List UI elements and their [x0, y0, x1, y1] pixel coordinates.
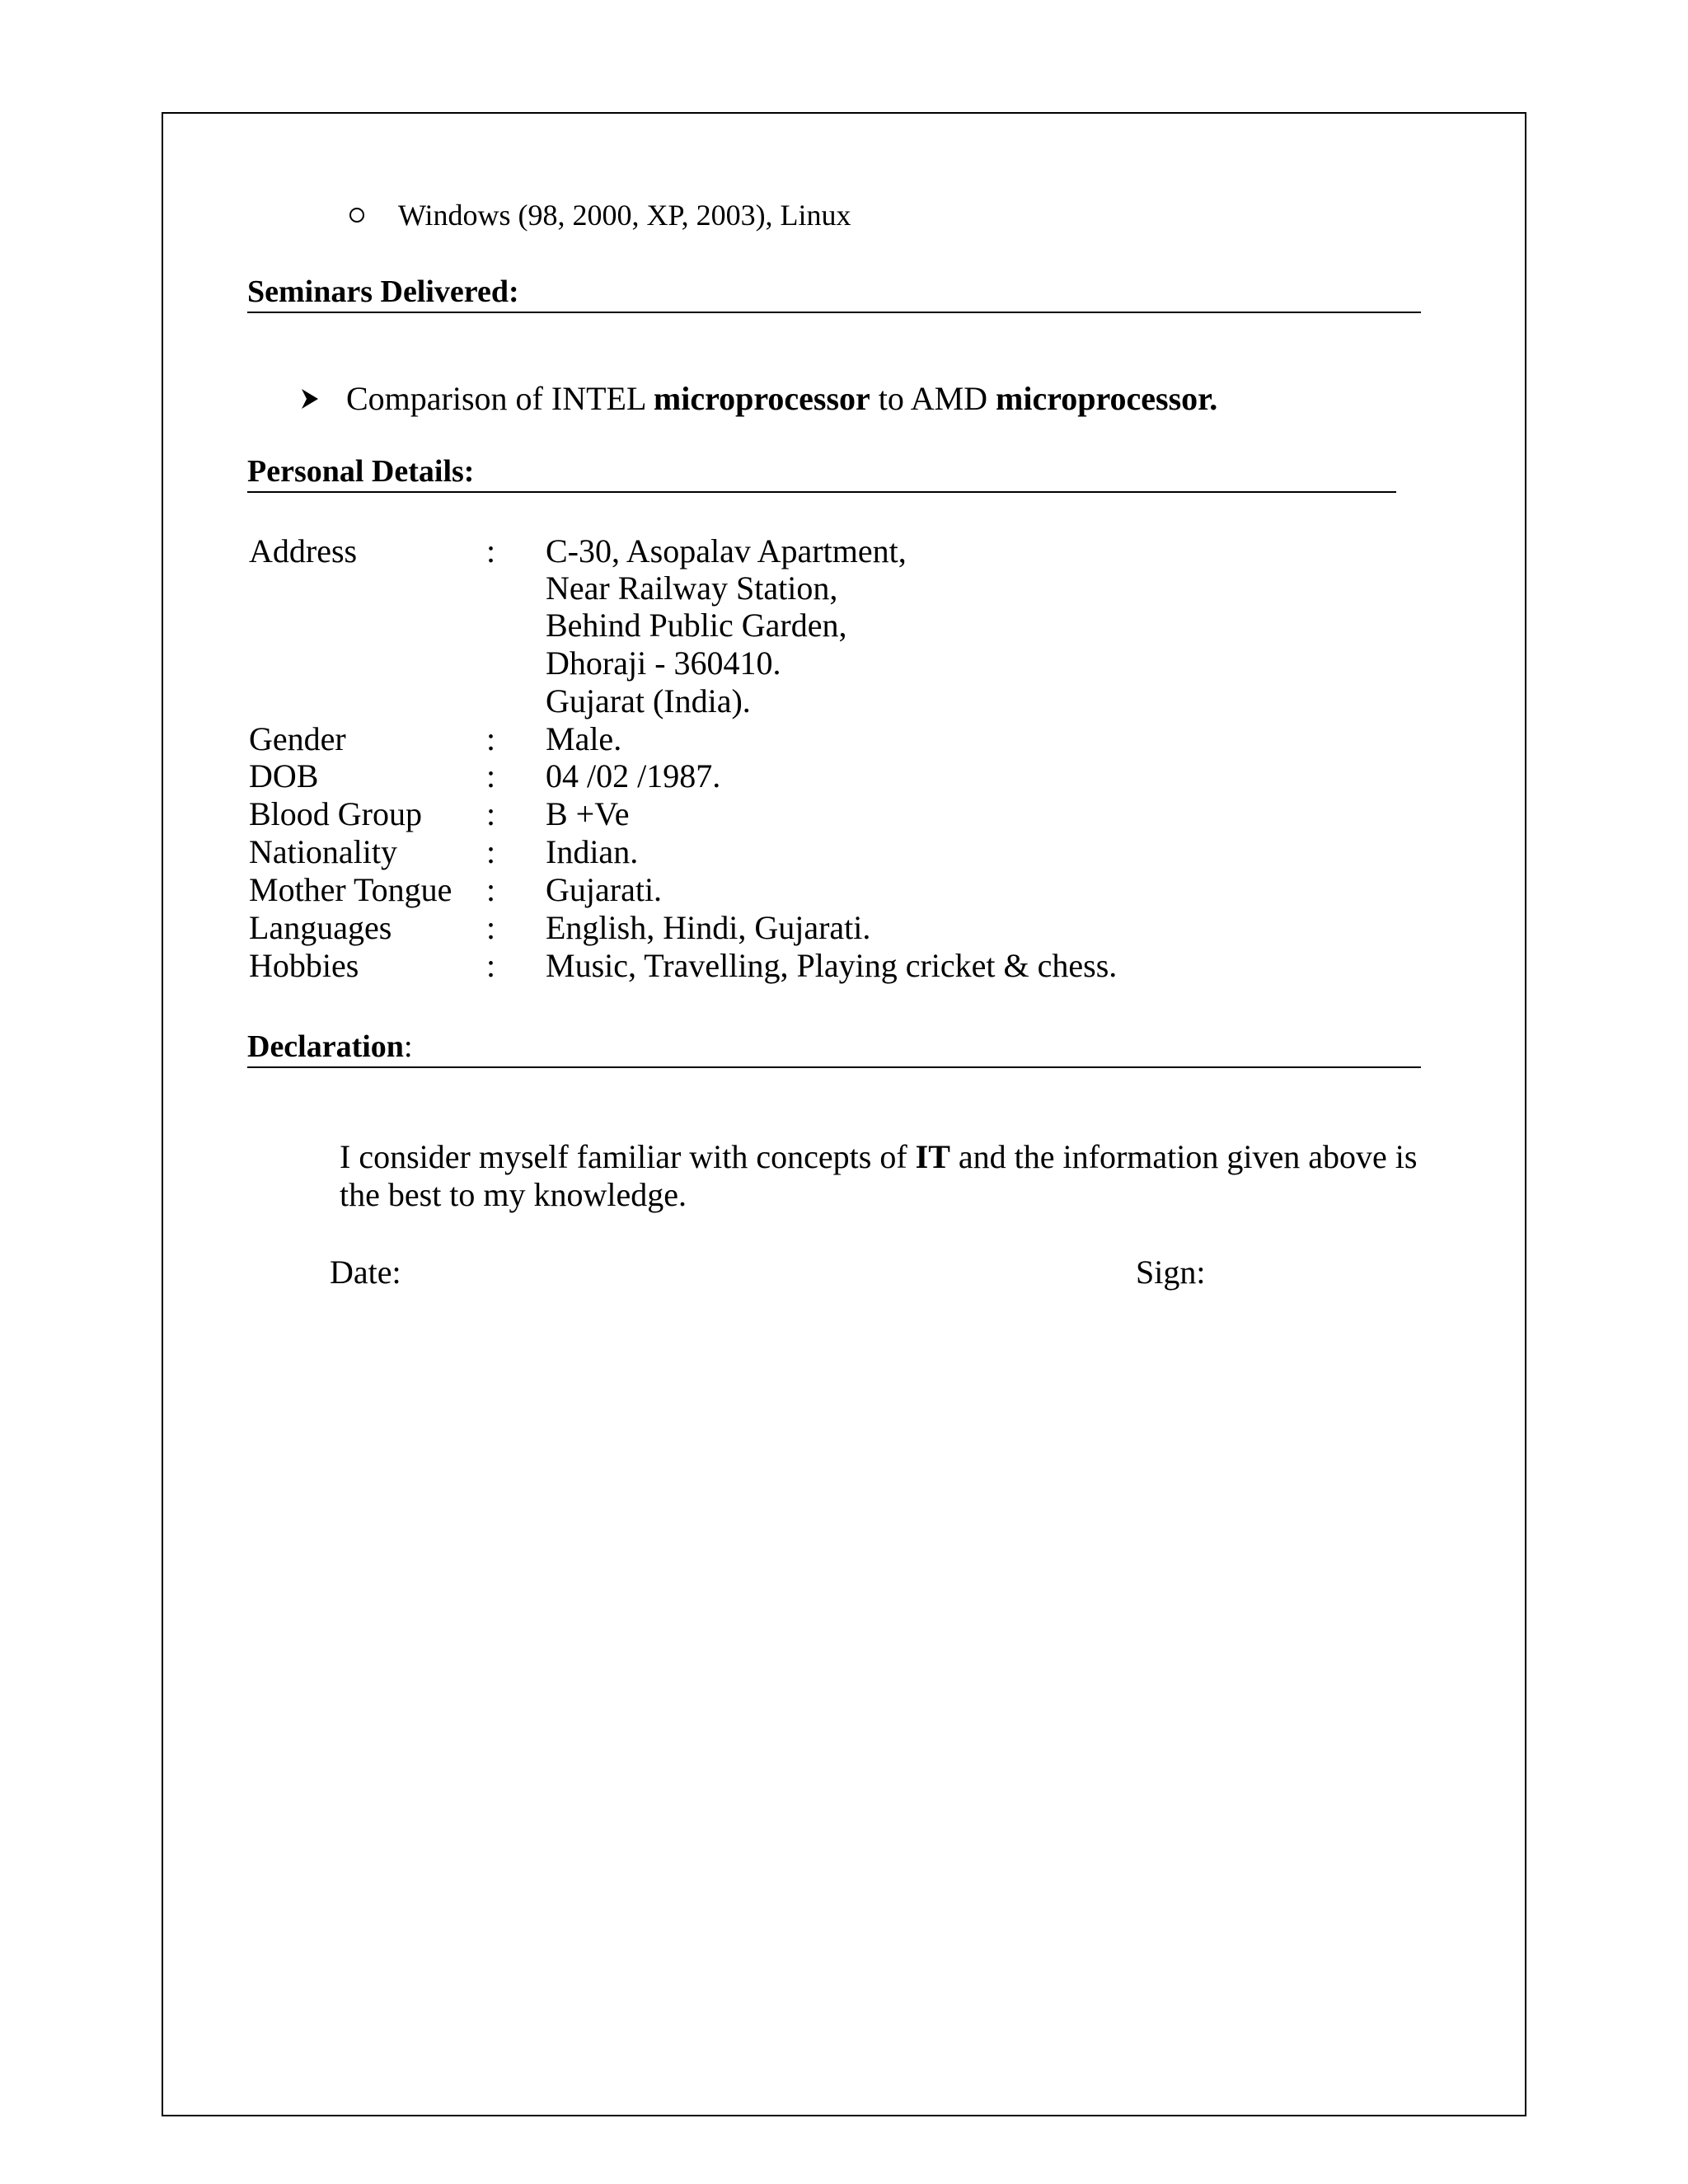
seminar-item-prefix: Comparison of INTEL — [346, 380, 654, 417]
detail-colon: : — [486, 720, 496, 757]
declaration-line-1-suffix: and the information given above is — [950, 1138, 1418, 1175]
detail-colon: : — [486, 833, 496, 870]
seminars-rule — [247, 312, 1421, 313]
declaration-line-2: the best to my knowledge. — [340, 1176, 687, 1213]
seminar-item-bold1: microprocessor — [653, 380, 870, 417]
declaration-heading-colon: : — [403, 1029, 413, 1064]
address-line: Dhoraji - 360410. — [546, 644, 781, 682]
detail-label-dob: DOB — [249, 757, 319, 794]
detail-value-dob: 04 /02 /1987. — [546, 757, 721, 794]
personal-details-heading: Personal Details: — [247, 454, 475, 489]
detail-value-languages: English, Hindi, Gujarati. — [546, 909, 871, 946]
address-line: Gujarat (India). — [546, 682, 751, 719]
sign-label: Sign: — [1136, 1254, 1206, 1291]
detail-colon: : — [486, 795, 496, 832]
declaration-rule — [247, 1066, 1421, 1068]
declaration-line-1-prefix: I consider myself familiar with concepts of — [340, 1138, 916, 1175]
declaration-line-1-bold: IT — [915, 1138, 950, 1175]
detail-value-hobbies: Music, Travelling, Playing cricket & chess. — [546, 947, 1118, 984]
detail-value-blood-group: B +Ve — [546, 795, 630, 832]
address-line: Behind Public Garden, — [546, 607, 847, 644]
declaration-line-1 — [340, 1137, 1417, 1176]
detail-colon: : — [486, 757, 496, 794]
detail-label-gender: Gender — [249, 720, 346, 757]
detail-label-nationality: Nationality — [249, 833, 397, 870]
detail-colon: : — [486, 909, 496, 946]
detail-label-address: Address — [249, 532, 358, 569]
detail-label-hobbies: Hobbies — [249, 947, 359, 984]
detail-value-mother-tongue: Gujarati. — [546, 871, 663, 908]
seminar-item-middle: to AMD — [870, 380, 996, 417]
detail-label-languages: Languages — [249, 909, 392, 946]
detail-label-mother-tongue: Mother Tongue — [249, 871, 452, 908]
detail-colon: : — [486, 532, 496, 569]
detail-colon: : — [486, 947, 496, 984]
date-label: Date: — [330, 1254, 401, 1291]
address-line: Near Railway Station, — [546, 569, 838, 607]
seminar-item — [346, 379, 1217, 418]
detail-value-gender: Male. — [546, 720, 622, 757]
circle-bullet-icon — [349, 208, 364, 223]
personal-details-rule — [247, 491, 1396, 493]
detail-colon: : — [486, 871, 496, 908]
declaration-heading — [247, 1029, 413, 1065]
address-line: C-30, Asopalav Apartment, — [546, 532, 907, 569]
declaration-heading-text: Declaration — [247, 1029, 404, 1064]
seminars-heading: Seminars Delivered: — [247, 274, 519, 309]
arrowhead-bullet-icon — [298, 387, 321, 410]
os-list-item: Windows (98, 2000, XP, 2003), Linux — [398, 199, 851, 232]
detail-label-blood-group: Blood Group — [249, 795, 422, 832]
seminar-item-bold2: microprocessor. — [996, 380, 1218, 417]
detail-value-nationality: Indian. — [546, 833, 639, 870]
